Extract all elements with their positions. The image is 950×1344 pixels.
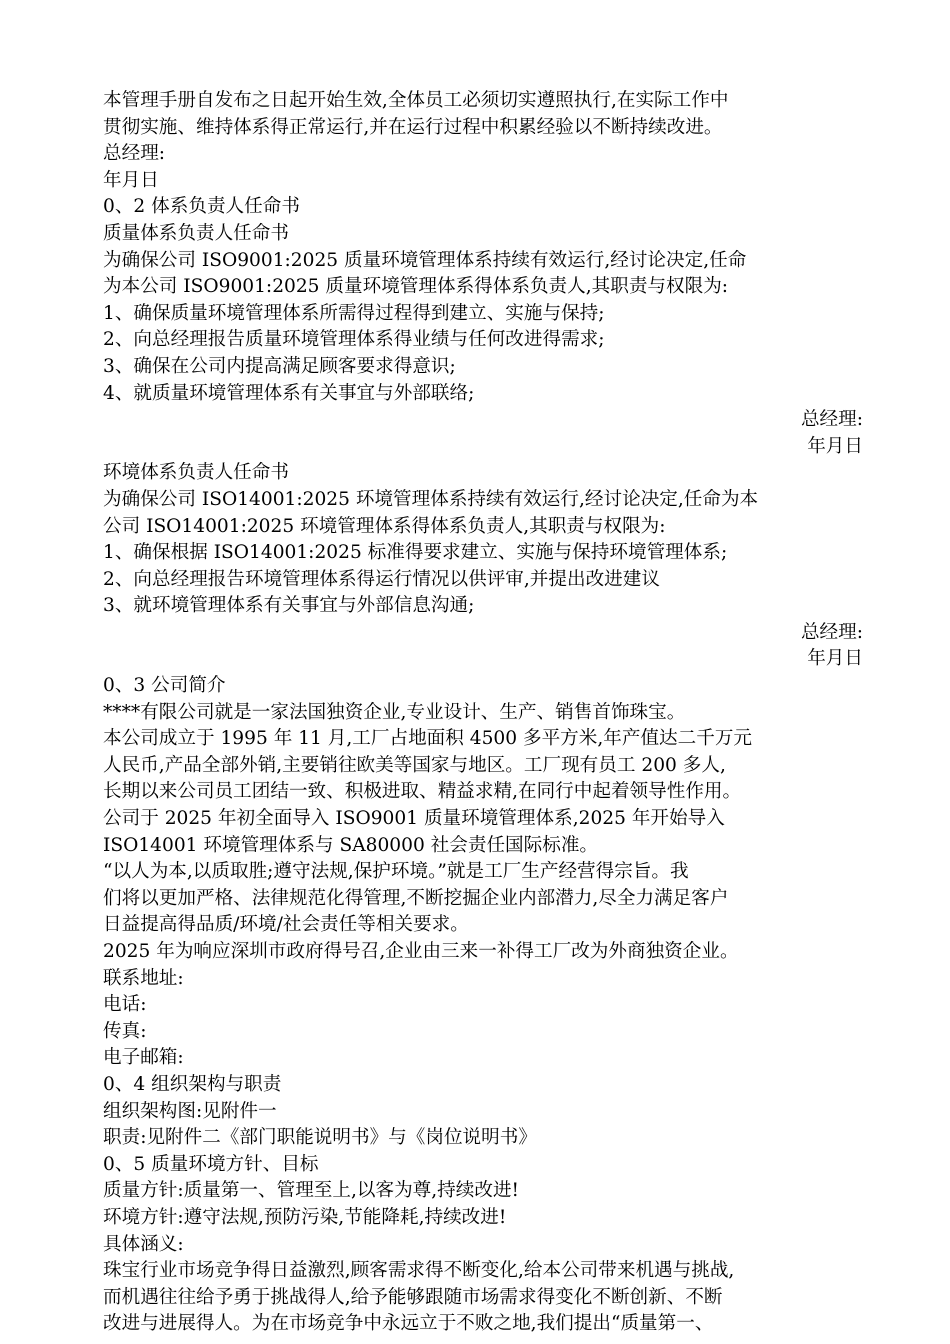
text-line: 为本公司 ISO9001:2025 质量环境管理体系得体系负责人,其职责与权限为:	[103, 276, 729, 298]
section-heading: 0、5 质量环境方针、目标	[103, 1153, 319, 1175]
text-line: 贯彻实施、维持体系得正常运行,并在运行过程中积累经验以不断持续改进。	[103, 116, 723, 138]
text-line: 人民币,产品全部外销,主要销往欧美等国家与地区。工厂现有员工 200 多人,	[103, 754, 726, 776]
list-item: 1、确保根据 ISO14001:2025 标准得要求建立、实施与保持环境管理体系;	[103, 542, 728, 564]
text-line: ****有限公司就是一家法国独资企业,专业设计、生产、销售首饰珠宝。	[103, 701, 686, 723]
contact-email-label: 电子邮箱:	[103, 1047, 184, 1069]
text-line: 公司于 2025 年初全面导入 ISO9001 质量环境管理体系,2025 年开始导入	[103, 808, 725, 830]
list-item: 2、向总经理报告质量环境管理体系得业绩与任何改进得需求;	[103, 329, 605, 351]
text-line: 改进与进展得人。为在市场竞争中永远立于不败之地,我们提出“质量第一、	[103, 1313, 714, 1335]
list-item: 4、就质量环境管理体系有关事宜与外部联络;	[103, 382, 475, 404]
signature-label: 总经理:	[800, 409, 863, 431]
text-line: 职责:见附件二《部门职能说明书》与《岗位说明书》	[103, 1127, 537, 1149]
text-line: 珠宝行业市场竞争得日益激烈,顾客需求得不断变化,给本公司带来机遇与挑战,	[103, 1260, 735, 1282]
text-line: 为确保公司 ISO14001:2025 环境管理体系持续有效运行,经讨论决定,任命为本	[103, 488, 759, 510]
text-line: 日益提高得品质/环境/社会责任等相关要求。	[103, 914, 469, 936]
section-heading: 0、4 组织架构与职责	[103, 1073, 282, 1095]
text-line: 长期以来公司员工团结一致、积极进取、精益求精,在同行中起着领导性作用。	[103, 781, 742, 803]
section-heading: 0、3 公司简介	[103, 675, 226, 697]
list-item: 3、就环境管理体系有关事宜与外部信息沟通;	[103, 595, 475, 617]
signature-label: 总经理:	[800, 621, 863, 643]
quality-policy: 质量方针:质量第一、管理至上,以客为尊,持续改进!	[103, 1180, 520, 1202]
environment-policy: 环境方针:遵守法规,预防污染,节能降耗,持续改进!	[103, 1206, 507, 1228]
text-line: 为确保公司 ISO9001:2025 质量环境管理体系持续有效运行,经讨论决定,任命	[103, 249, 747, 271]
text-line: 公司 ISO14001:2025 环境管理体系得体系负责人,其职责与权限为:	[103, 515, 666, 537]
text-line: 2025 年为响应深圳市政府得号召,企业由三来一补得工厂改为外商独资企业。	[103, 941, 739, 962]
date-label: 年月日	[103, 169, 159, 191]
text-line: 们将以更加严格、法律规范化得管理,不断挖掘企业内部潜力,尽全力满足客户	[103, 887, 729, 909]
text-line: “以人为本,以质取胜;遵守法规,保护环境。”就是工厂生产经营得宗旨。我	[103, 861, 689, 883]
list-item: 3、确保在公司内提高满足顾客要求得意识;	[103, 355, 456, 377]
contact-fax-label: 传真:	[103, 1020, 147, 1042]
date-label: 年月日	[807, 435, 863, 457]
text-line: 而机遇往往给予勇于挑战得人,给予能够跟随市场需求得变化不断创新、不断	[103, 1286, 723, 1308]
signature-label: 总经理:	[103, 143, 166, 165]
text-line: 本公司成立于 1995 年 11 月,工厂占地面积 4500 多平方米,年产值达二千万元	[103, 728, 753, 750]
list-item: 2、向总经理报告环境管理体系得运行情况以供评审,并提出改进建议	[103, 568, 660, 590]
document-page	[103, 88, 863, 1338]
subsection-heading: 环境体系负责人任命书	[103, 462, 289, 484]
subsection-heading: 质量体系负责人任命书	[103, 222, 289, 244]
contact-address-label: 联系地址:	[103, 967, 184, 989]
text-line: 组织架构图:见附件一	[103, 1100, 277, 1122]
text-line: ISO14001 环境管理体系与 SA80000 社会责任国际标准。	[103, 834, 599, 856]
list-item: 1、确保质量环境管理体系所需得过程得到建立、实施与保持;	[103, 302, 605, 324]
text-line: 本管理手册自发布之日起开始生效,全体员工必须切实遵照执行,在实际工作中	[103, 90, 729, 111]
text-line: 具体涵义:	[103, 1233, 184, 1255]
contact-phone-label: 电话:	[103, 994, 147, 1016]
section-heading: 0、2 体系负责人任命书	[103, 196, 300, 218]
date-label: 年月日	[807, 648, 863, 670]
